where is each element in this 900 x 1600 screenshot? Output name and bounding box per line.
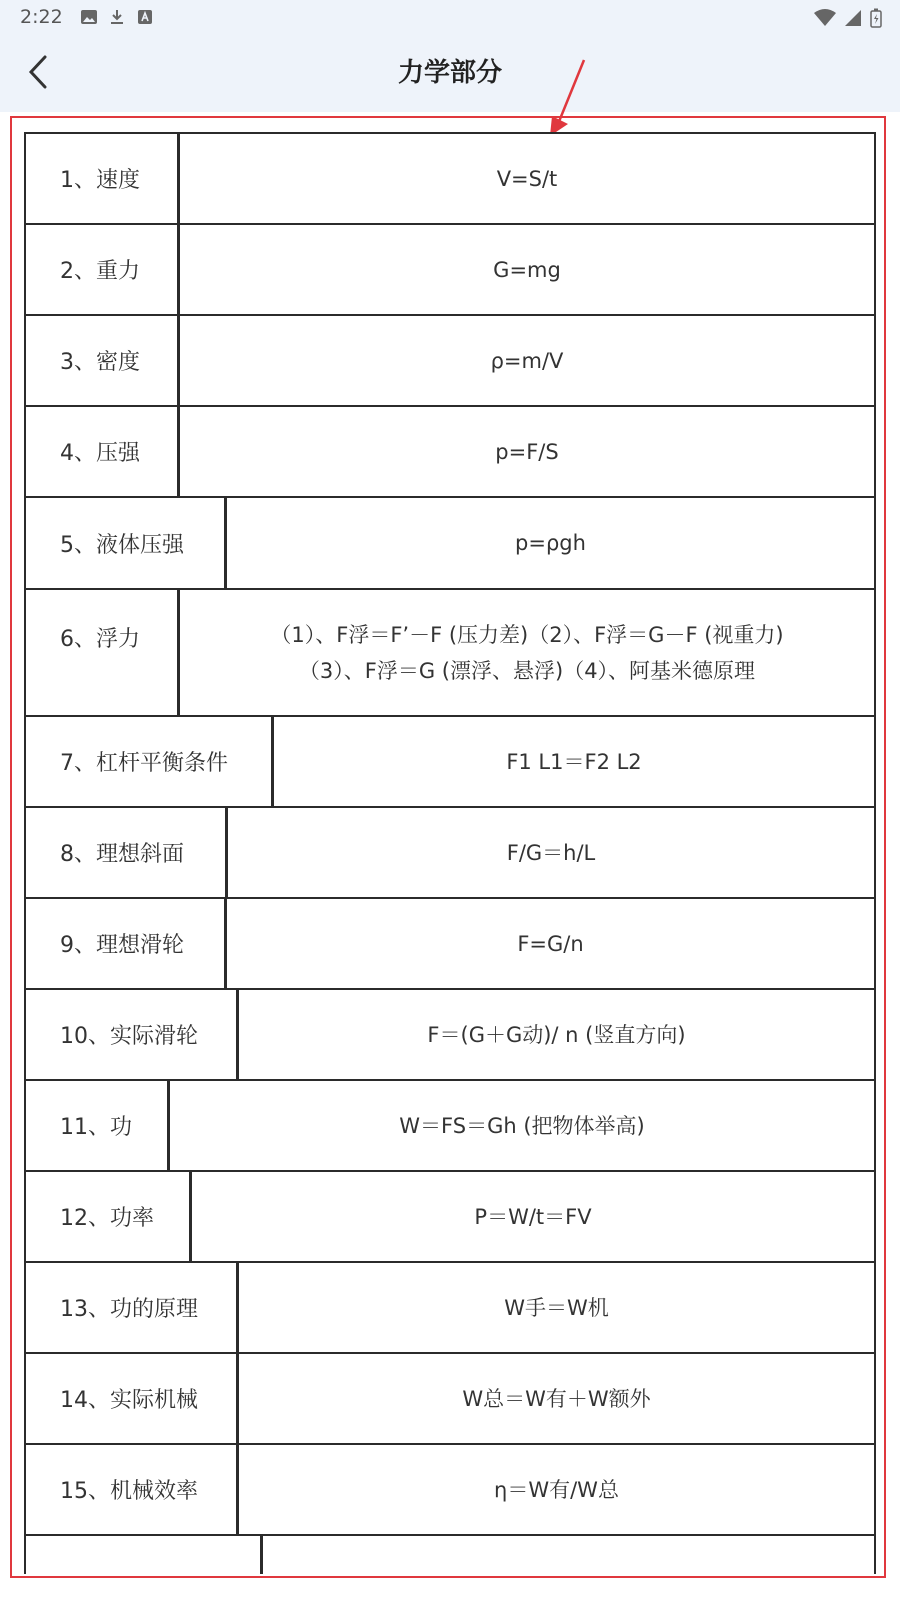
formula-value: P＝W/t＝FV [474, 1204, 592, 1229]
formula-name: 4、压强 [26, 407, 180, 496]
table-row [24, 897, 876, 988]
formula-value [263, 1536, 874, 1574]
formula-value: W总＝W有＋W额外 [462, 1386, 651, 1411]
formula-line: （3）、F浮＝G (漂浮、悬浮)（4）、阿基米德原理 [298, 658, 756, 683]
table-row [24, 988, 876, 1079]
app-header [0, 0, 900, 112]
formula-value: F/G＝h/L [506, 840, 596, 865]
formula-name [26, 1536, 263, 1574]
table-row [24, 1534, 876, 1574]
formula-name: 9、理想滑轮 [26, 899, 227, 988]
table-row [24, 314, 876, 405]
table-row [24, 1261, 876, 1352]
formula-value: p=ρgh [515, 531, 586, 555]
formula-name: 13、功的原理 [26, 1263, 239, 1352]
page-title: 力学部分 [397, 58, 502, 88]
battery-icon [870, 8, 882, 32]
table-row [24, 1079, 876, 1170]
formula-name: 8、理想斜面 [26, 808, 228, 897]
table-row [24, 405, 876, 496]
table-row [24, 588, 876, 715]
formula-name: 5、液体压强 [26, 498, 227, 588]
formula-name: 14、实际机械 [26, 1354, 239, 1443]
table-row [24, 1170, 876, 1261]
formula-value: ρ=m/V [490, 348, 564, 373]
formula-table [24, 132, 876, 1574]
formula-value: p=F/S [495, 439, 559, 464]
notification-icons [80, 8, 154, 26]
formula-value: F＝(G＋G动)/ n (竖直方向) [427, 1022, 686, 1047]
table-row [24, 1352, 876, 1443]
formula-value: η＝W有/W总 [494, 1477, 619, 1502]
formula-value: F1 L1＝F2 L2 [506, 749, 642, 774]
formula-name: 12、功率 [26, 1172, 192, 1261]
status-time: 2:22 [20, 6, 63, 28]
table-row [24, 806, 876, 897]
table-row [24, 132, 876, 223]
wifi-icon [814, 9, 836, 31]
formula-name: 11、功 [26, 1081, 170, 1170]
formula-value: W＝FS＝Gh (把物体举高) [399, 1113, 645, 1138]
formula-name: 15、机械效率 [26, 1445, 239, 1534]
download-notification-icon [108, 8, 126, 26]
formula-name: 10、实际滑轮 [26, 990, 239, 1079]
formula-value: G=mg [493, 257, 561, 282]
app-notification-icon [136, 8, 154, 26]
formula-name: 6、浮力 [26, 590, 180, 715]
formula-name: 2、重力 [26, 225, 180, 314]
table-row [24, 496, 876, 588]
formula-name: 3、密度 [26, 316, 180, 405]
formula-value: F=G/n [517, 931, 584, 956]
formula-value [180, 590, 874, 715]
image-notification-icon [80, 8, 98, 26]
table-row [24, 715, 876, 806]
formula-name: 1、速度 [26, 134, 180, 223]
formula-value: V=S/t [496, 166, 558, 191]
table-row [24, 223, 876, 314]
table-row [24, 1443, 876, 1534]
cellular-signal-icon [844, 9, 862, 31]
system-status-icons [814, 8, 882, 32]
formula-line: （1）、F浮＝F’－F (压力差)（2）、F浮＝G－F (视重力) [270, 622, 784, 647]
formula-name: 7、杠杆平衡条件 [26, 717, 274, 806]
formula-value: W手＝W机 [504, 1295, 609, 1320]
